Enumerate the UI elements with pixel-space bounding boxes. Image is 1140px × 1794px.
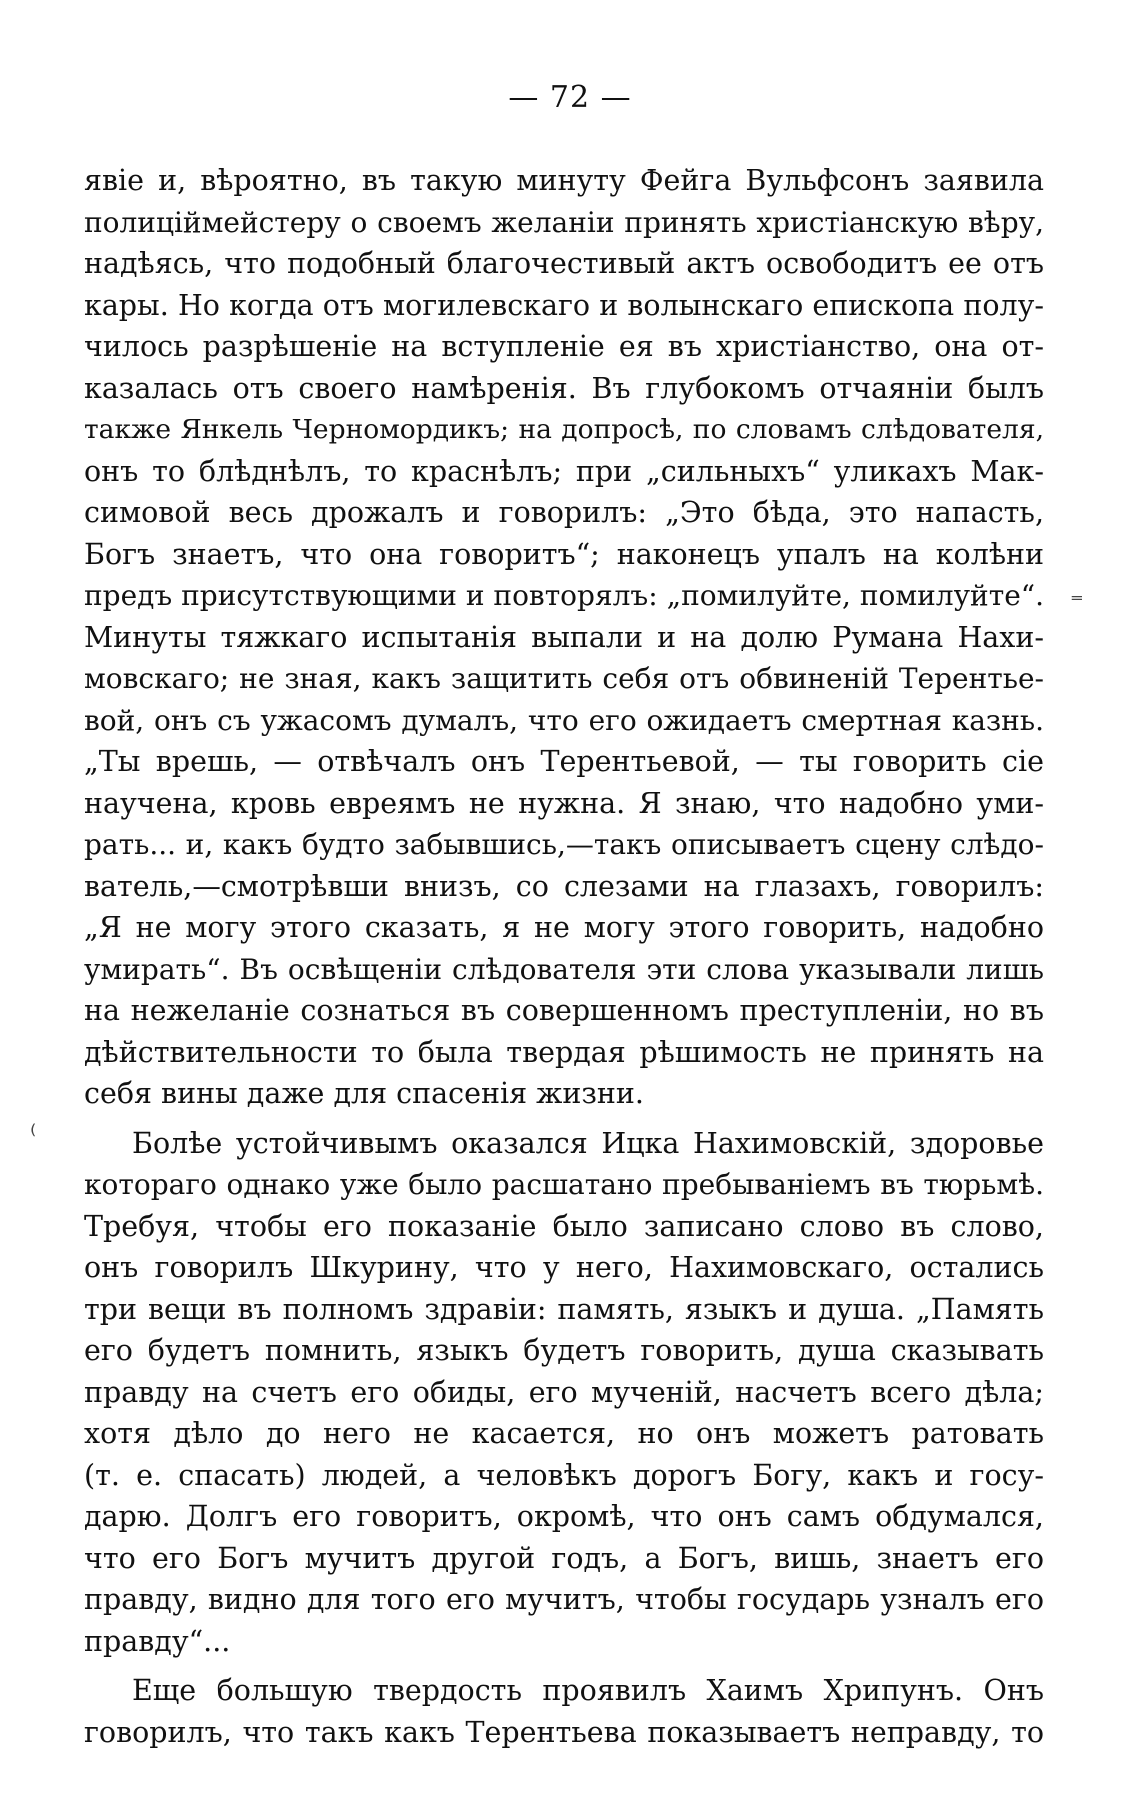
text-line: правду, видно для того его мучитъ, чтобы государь узналъ его (84, 1583, 1044, 1616)
text-line: котораго однако уже было расшатано пребыванiемъ въ тюрьмѣ. (84, 1168, 1044, 1201)
text-line: полицiймейстеру о своемъ желанiи принять христiанскую вѣру, (84, 205, 1044, 239)
text-line: мовскаго; не зная, какъ защитить себя отъ обвиненiй Терентье- (84, 662, 1044, 695)
text-line: явiе и, вѣроятно, въ такую минуту Фейга Вульфсонъ заявила (84, 164, 1044, 197)
text-line: также Янкель Черномордикъ; на допросѣ, по словамъ слѣдователя, (84, 414, 1044, 445)
text-line: надѣясь, что подобный благочестивый актъ освободитъ ее отъ (84, 247, 1044, 280)
text-line: дѣйствительности то была твердая рѣшимость не принять на (84, 1035, 1044, 1069)
text-line: кары. Но когда отъ могилевскаго и волынскаго епископа полу- (84, 288, 1044, 322)
paragraph-gap (84, 1115, 1044, 1123)
text-line: ватель,—смотрѣвши внизъ, со слезами на глазахъ, говорилъ: (84, 869, 1044, 903)
text-line: правду на счетъ его обиды, его мученiй, насчетъ всего дѣла; (84, 1375, 1044, 1409)
text-line: „Я не могу этого сказать, я не могу этого говорить, надобно (84, 911, 1044, 944)
text-line: на нежеланiе сознаться въ совершенномъ преступленiи, но въ (84, 994, 1044, 1027)
text-line: правду“... (84, 1624, 231, 1658)
text-line: вой, онъ съ ужасомъ думалъ, что его ожидаетъ смертная казнь. (84, 703, 1044, 737)
text-line: дарю. Долгъ его говоритъ, окромѣ, что онъ самъ обдумался, (84, 1500, 1044, 1533)
text-line: чилось разрѣшенiе на вступленiе ея въ христiанство, она от- (84, 330, 1044, 363)
text-line: Минуты тяжкаго испытанiя выпали и на долю Румана Нахи- (84, 620, 1044, 654)
paragraph (84, 1670, 1044, 1753)
text-line: казалась отъ своего намѣренiя. Въ глубокомъ отчаянiи былъ (84, 371, 1044, 405)
paragraph-gap (84, 1662, 1044, 1670)
text-line: предъ присутствующими и повторялъ: „помилуйте, помилуйте“. (84, 579, 1044, 612)
text-line: онъ говорилъ Шкурину, что у него, Нахимовскаго, остались (84, 1251, 1044, 1284)
paragraph (84, 160, 1044, 1115)
text-line: Богъ знаетъ, что она говоритъ“; наконецъ упалъ на колѣни (84, 537, 1044, 571)
text-line: научена, кровь евреямъ не нужна. Я знаю, что надобно уми- (84, 786, 1044, 820)
text-line: „Ты врешь, — отвѣчалъ онъ Терентьевой, — ты говорить сiе (84, 745, 1044, 778)
text-line: умирать“. Въ освѣщенiи слѣдователя эти слова указывали лишь (84, 952, 1044, 986)
text-line: что его Богъ мучитъ другой годъ, а Богъ, вишь, знаетъ его (84, 1541, 1044, 1575)
text-line: онъ то блѣднѣлъ, то краснѣлъ; при „сильныхъ“ уликахъ Мак- (84, 454, 1044, 488)
paragraph (84, 1123, 1044, 1663)
text-line: рать... и, какъ будто забывшись,—такъ описываетъ сцену слѣдо- (84, 828, 1044, 861)
text-line: хотя дѣло до него не касается, но онъ можетъ ратовать (84, 1417, 1044, 1450)
margin-pencil-mark: ⁼ (1070, 588, 1084, 618)
body-text (84, 160, 1044, 1753)
page-number: — 72 — (508, 80, 632, 115)
text-line: Требуя, чтобы его показанiе было записано слово въ слово, (84, 1209, 1044, 1243)
margin-bracket-mark: ⁽ (30, 1120, 37, 1150)
text-line: Болѣе устойчивымъ оказался Ицка Нахимовскiй, здоровье (132, 1126, 1044, 1160)
text-line: (т. е. спасать) людей, а человѣкъ дорогъ Богу, какъ и госу- (84, 1458, 1044, 1492)
text-line: себя вины даже для спасенiя жизни. (84, 1077, 644, 1110)
text-line: Еще большую твердость проявилъ Хаимъ Хрипунъ. Онъ (132, 1674, 1044, 1707)
text-line: его будетъ помнить, языкъ будетъ говорить, душа сказывать (84, 1334, 1044, 1367)
text-line: симовой весь дрожалъ и говорилъ: „Это бѣда, это напасть, (84, 496, 1044, 529)
text-line: говорилъ, что такъ какъ Терентьева показываетъ неправду, то (84, 1715, 1044, 1749)
text-line: три вещи въ полномъ здравiи: память, языкъ и душа. „Память (84, 1292, 1044, 1326)
